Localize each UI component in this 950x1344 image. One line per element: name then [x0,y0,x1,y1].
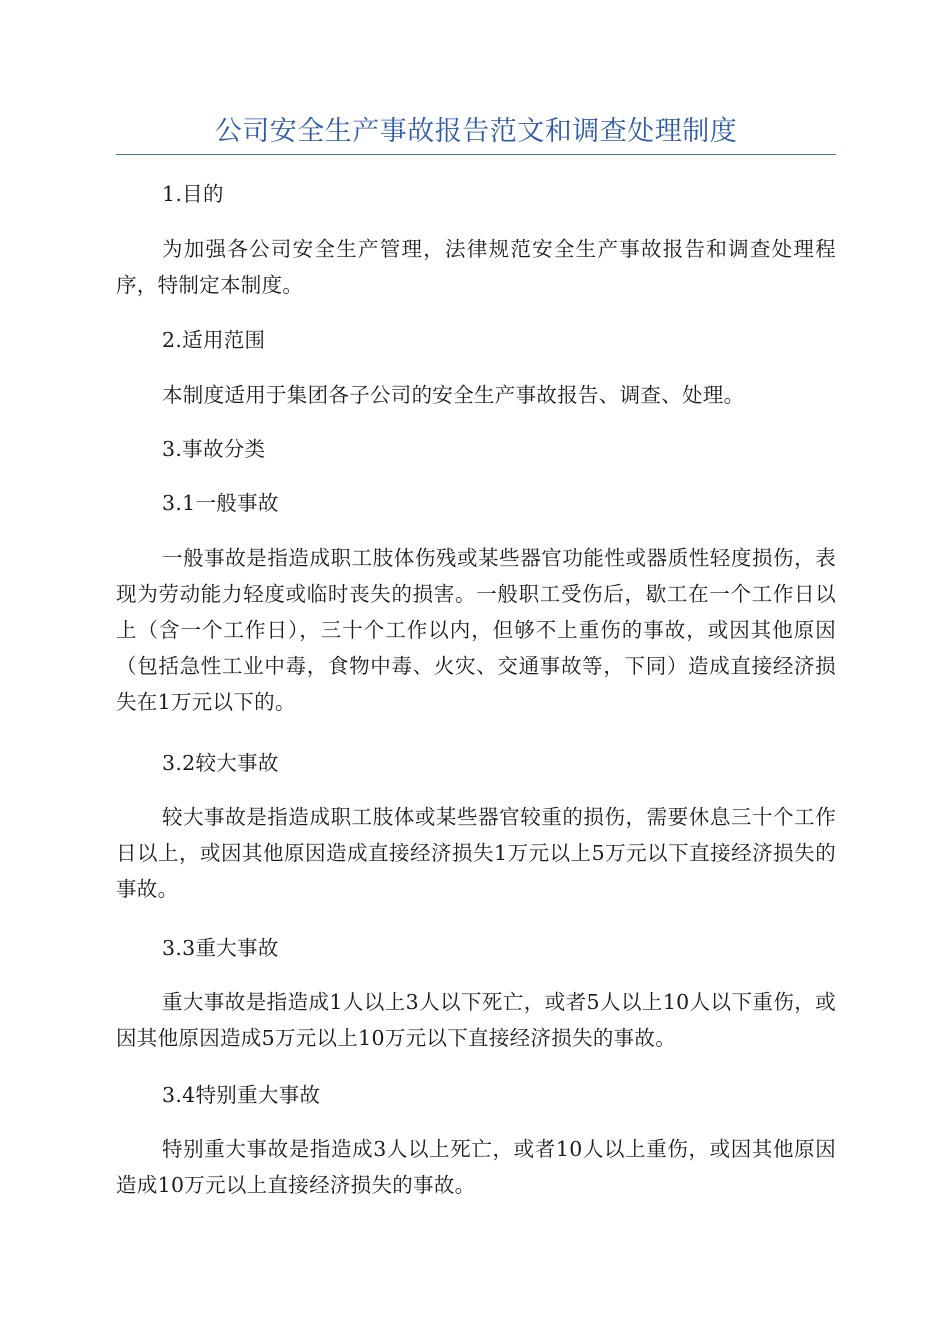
paragraph-especially-major-accident: 特别重大事故是指造成3人以上死亡，或者10人以上重伤，或因其他原因造成10万元以上直接经济损失的事故。 [116,1137,836,1197]
section-heading-general-accident: 3.1一般事故 [162,491,279,515]
section-heading-classification: 3.事故分类 [162,437,266,461]
document-title: 公司安全生产事故报告范文和调查处理制度 [214,116,738,147]
title-underline [116,154,836,155]
section-heading-purpose: 1.目的 [162,182,224,206]
paragraph-purpose: 为加强各公司安全生产管理，法律规范安全生产事故报告和调查处理程序，特制定本制度。 [116,237,836,297]
section-heading-scope: 2.适用范围 [162,328,266,352]
paragraph-scope: 本制度适用于集团各子公司的安全生产事故报告、调查、处理。 [162,383,745,407]
section-heading-especially-major-accident: 3.4特别重大事故 [162,1083,321,1107]
paragraph-larger-accident: 较大事故是指造成职工肢体或某些器官较重的损伤，需要休息三十个工作日以上，或因其他原因造成直接经济损失1万元以上5万元以下直接经济损失的事故。 [116,805,836,901]
section-heading-major-accident: 3.3重大事故 [162,936,279,960]
section-heading-larger-accident: 3.2较大事故 [162,751,279,775]
paragraph-general-accident: 一般事故是指造成职工肢体伤残或某些器官功能性或器质性轻度损伤，表现为劳动能力轻度或临时丧失的损害。一般职工受伤后，歇工在一个工作日以上（含一个工作日），三十个工作以内，但够不上重伤的事故，或因其他原因（包括急性工业中毒，食物中毒、火灾、交通事故等，下同）造成直接经济损失在1万元以下的。 [116,546,836,714]
paragraph-major-accident: 重大事故是指造成1人以上3人以下死亡，或者5人以上10人以下重伤，或因其他原因造成5万元以上10万元以下直接经济损失的事故。 [116,990,836,1050]
